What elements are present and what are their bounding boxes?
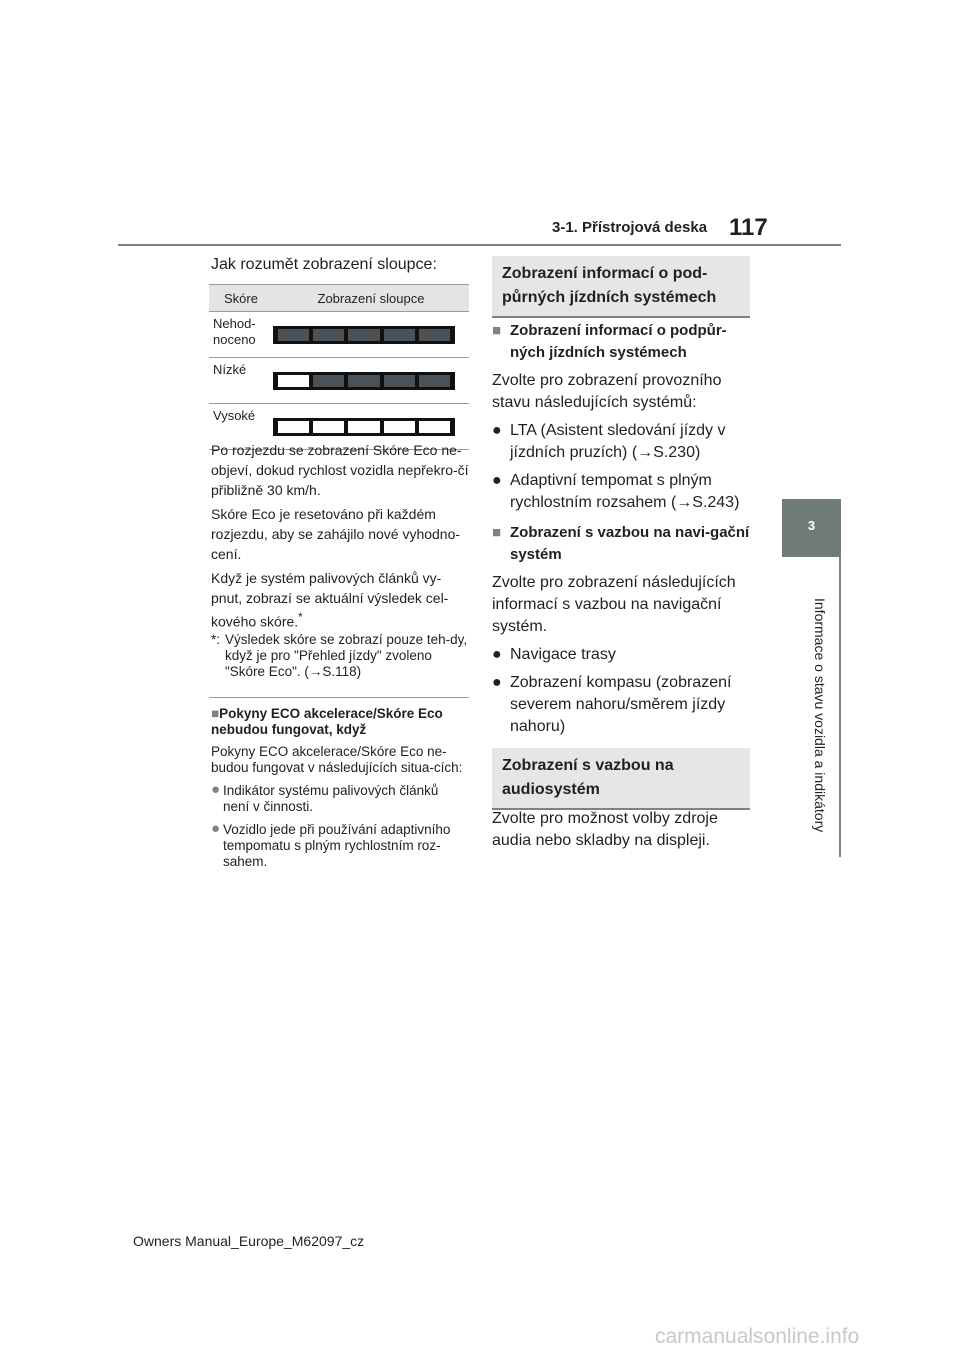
square-bullet-icon: ■ (492, 524, 502, 541)
bar-segment (278, 421, 309, 433)
bullet-icon: ● (492, 422, 502, 439)
row-label: Vysoké (209, 404, 273, 450)
list-item-text: Zobrazení kompasu (zobrazení severem nahoru/směrem jízdy nahoru) (510, 674, 732, 735)
chapter-label: Informace o stavu vozidla a indikátory (812, 598, 828, 833)
square-bullet-icon: ■ (492, 322, 502, 339)
dot-bullet-icon: ● (211, 781, 221, 798)
table-header-row (209, 285, 469, 312)
right-block-1 (492, 320, 754, 738)
footer-text: Owners Manual_Europe_M62097_cz (133, 1233, 365, 1249)
bar-cell (273, 358, 469, 404)
list-item-text: Indikátor systému palivových článků není v činnosti. (223, 783, 439, 814)
paragraph: Zvolte pro zobrazení následujících informací s vazbou na navigační systém. (492, 574, 736, 635)
divider (209, 697, 469, 698)
bullet-icon: ● (492, 646, 502, 663)
sub-heading-text: Zobrazení informací o podpůr-ných jízdních systémech (510, 322, 727, 361)
list-item-text: Vozidlo jede při používání adaptivního tempomatu s plným rychlostním roz-sahem. (223, 822, 451, 869)
page-number: 117 (729, 214, 768, 241)
note-heading (211, 706, 467, 738)
list-item-text: LTA (Asistent sledování jízdy v jízdních pruzích) (→S.230) (510, 422, 726, 461)
bar-segment (384, 375, 415, 387)
list-item (492, 672, 754, 738)
bar-segment (348, 329, 379, 341)
bullet-icon: ● (492, 674, 502, 691)
paragraph: Zvolte pro zobrazení provozního stavu následujících systémů: (492, 372, 722, 411)
row-label: Nízké (209, 358, 273, 404)
score-bar (273, 372, 455, 390)
dot-bullet-icon: ● (211, 820, 221, 837)
bar-segment (419, 329, 450, 341)
row-label: Nehod- noceno (209, 312, 273, 358)
header-bar-display: Zobrazení sloupce (273, 285, 469, 312)
footnote-text: Výsledek skóre se zobrazí pouze teh-dy, když je pro "Přehled jízdy" zvoleno "Skóre Eco". (→S.118) (225, 632, 468, 679)
note-block (211, 706, 467, 870)
sub-heading (492, 522, 754, 566)
list-item (492, 420, 754, 464)
table-row (209, 358, 469, 404)
bar-segment (278, 329, 309, 341)
bar-segment (419, 421, 450, 433)
section-title: 3-1. Přístrojová deska (552, 219, 708, 236)
watermark: carmanualsonline.info (655, 1325, 860, 1348)
bar-segment (313, 421, 344, 433)
score-bar (273, 326, 455, 344)
score-bar (273, 418, 455, 436)
chapter-number: 3 (807, 518, 816, 533)
list-item (211, 783, 467, 815)
paragraph: Po rozjezdu se zobrazení Skóre Eco ne-objeví, dokud rychlost vozidla nepřekro-čí přibližně 30 km/h. (211, 442, 469, 498)
bar-segment (313, 329, 344, 341)
table-row (209, 312, 469, 358)
list-item (492, 470, 754, 514)
table-intro: Jak rozumět zobrazení sloupce: (211, 256, 437, 273)
bar-segment (419, 375, 450, 387)
sub-heading-text: Zobrazení s vazbou na navi-gační systém (510, 524, 750, 563)
bar-segment (384, 421, 415, 433)
list-item (492, 644, 754, 666)
list-item-text: Navigace trasy (510, 646, 616, 663)
paragraph (211, 568, 471, 632)
score-table (209, 284, 469, 450)
square-bullet-icon: ■ (211, 706, 220, 721)
footnote-ref: * (298, 611, 303, 624)
paragraph: Zvolte pro možnost volby zdroje audia nebo skladby na displeji. (492, 810, 718, 849)
paragraph: Skóre Eco je resetováno při každém rozjezdu, aby se zahájilo nové vyhodno-cení. (211, 506, 461, 562)
list-item-text: Adaptivní tempomat s plným rychlostním rozsahem (→S.243) (510, 472, 740, 511)
header-score: Skóre (209, 285, 273, 312)
footnote (211, 632, 471, 680)
bar-segment (313, 375, 344, 387)
bar-cell (273, 312, 469, 358)
bar-segment (384, 329, 415, 341)
bar-segment (348, 375, 379, 387)
header-rule (118, 244, 841, 246)
note-text: Pokyny ECO akcelerace/Skóre Eco ne-budou fungovat v následujících situa-cích: (211, 744, 463, 775)
section-heading: Zobrazení s vazbou na audiosystém (492, 748, 750, 810)
bar-segment (278, 375, 309, 387)
footnote-mark: *: (211, 632, 221, 647)
bullet-icon: ● (492, 472, 502, 489)
list-item (211, 822, 467, 870)
note-heading-text: Pokyny ECO akcelerace/Skóre Eco nebudou fungovat, když (211, 706, 443, 737)
bar-segment (348, 421, 379, 433)
chapter-bar (839, 557, 841, 857)
paragraph-text: Když je systém palivových článků vy-pnut, zobrazí se aktuální výsledek cel-kového skóre. (211, 570, 449, 630)
section-heading: Zobrazení informací o pod-půrných jízdních systémech (492, 256, 750, 318)
sub-heading (492, 320, 754, 364)
